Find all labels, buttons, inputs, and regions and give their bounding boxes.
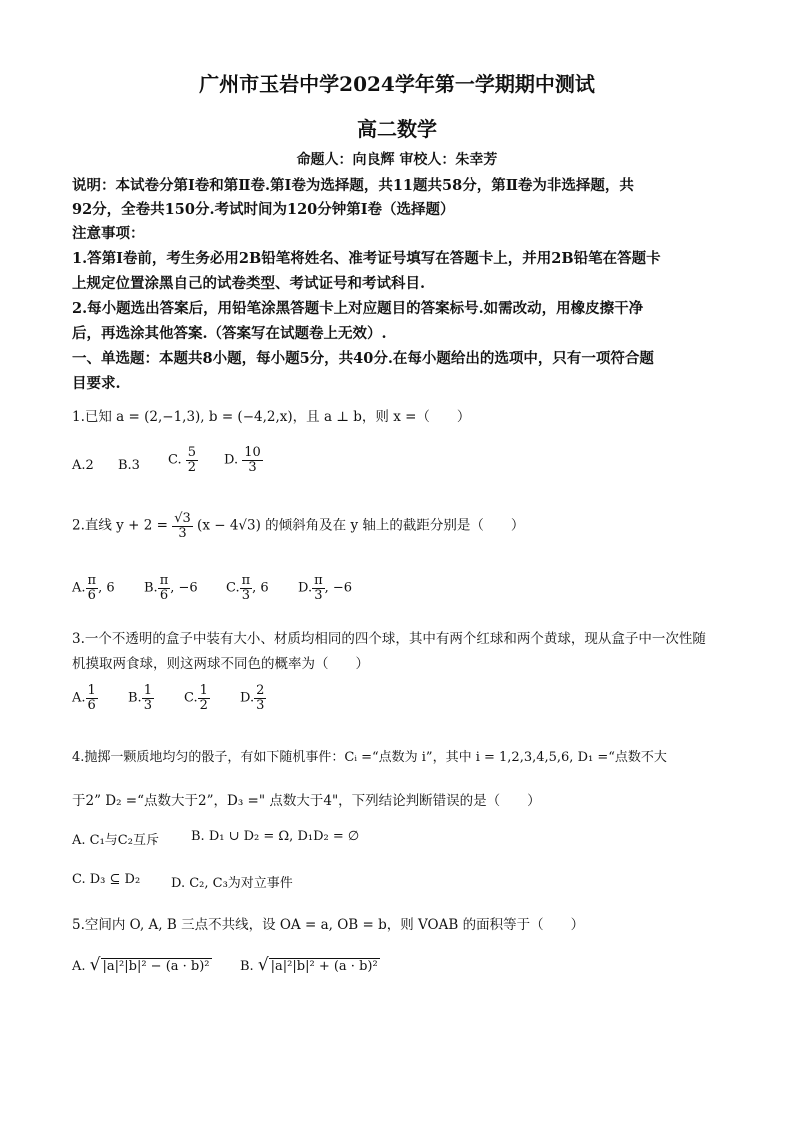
q4-option-a: A. C₁与C₂互斥 bbox=[72, 833, 159, 848]
sqrt-icon: √ bbox=[257, 955, 269, 975]
q3-option-c-fraction: $\frac{1}{2}$ bbox=[199, 683, 208, 713]
exam-subject: 高二数学 bbox=[357, 117, 437, 141]
q3-option-d: D. $\frac{2}{3}$ bbox=[240, 683, 265, 713]
q2-option-c: C. $\frac{\pi}{3}$ , 6 bbox=[226, 573, 269, 603]
q2-option-d: D. $\frac{\pi}{3}$ , −6 bbox=[298, 573, 353, 603]
exam-title: 广州市玉岩中学2024学年第一学期期中测试 bbox=[199, 72, 595, 96]
instructions-line-1: 说明：本试卷分第Ⅰ卷和第Ⅱ卷.第Ⅰ卷为选择题，共11题共58分，第Ⅱ卷为非选择题，共 bbox=[72, 177, 634, 194]
q3-option-b-fraction: $\frac{1}{3}$ bbox=[143, 683, 152, 713]
q3-option-c: C. $\frac{1}{2}$ bbox=[184, 683, 208, 713]
q4-option-d: D. C₂, C₃为对立事件 bbox=[171, 876, 293, 891]
q2-option-b: B. $\frac{\pi}{6}$ , −6 bbox=[144, 573, 198, 603]
question-3-stem-line-1: 3.一个不透明的盒子中装有大小、材质均相同的四个球，其中有两个红球和两个黄球，现从盒子中一次性随 bbox=[72, 631, 706, 647]
notice-1-line-2: 上规定位置涂黑自己的试卷类型、考试证号和考试科目. bbox=[72, 275, 426, 292]
q2-option-a-fraction: $\frac{\pi}{6}$ bbox=[87, 573, 97, 603]
q1-option-d: D. $\frac{10}{3}$ bbox=[224, 445, 261, 475]
q5-option-a: A. √ |a|²|b|² − (a · b)² bbox=[72, 955, 210, 975]
q4-option-b: B. D₁ ∪ D₂ = Ω, D₁D₂ = ∅ bbox=[191, 829, 360, 844]
notice-1-line-1: 1.答第Ⅰ卷前，考生务必用2B铅笔将姓名、准考证号填写在答题卡上，并用2B铅笔在答题卡 bbox=[72, 250, 661, 267]
q2-option-b-fraction: $\frac{\pi}{6}$ bbox=[159, 573, 169, 603]
q3-option-a-fraction: $\frac{1}{6}$ bbox=[87, 683, 96, 713]
instructions-line-2: 92分，全卷共150分.考试时间为120分钟第Ⅰ卷（选择题） bbox=[72, 201, 455, 218]
q2-stem-fraction: $\frac{√3}{3}$ bbox=[174, 511, 191, 541]
q5-option-b: B. √ |a|²|b|² + (a · b)² bbox=[240, 955, 378, 975]
question-1-stem: 1.已知 a = (2,−1,3), b = (−4,2,x)，且 a ⊥ b，则 x =（ ） bbox=[72, 409, 471, 425]
question-3-stem-line-2: 机摸取两食球，则这两球不同色的概率为（ ） bbox=[72, 656, 369, 672]
q1-option-b: B.3 bbox=[118, 458, 140, 473]
q1-option-c: C. $\frac{5}{2}$ bbox=[168, 445, 197, 475]
question-5-stem: 5.空间内 O, A, B 三点不共线，设 OA = a, OB = b，则 VOAB 的面积等于（ ） bbox=[72, 917, 585, 933]
q5-option-b-expression: |a|²|b|² + (a · b)² bbox=[270, 959, 378, 974]
q4-option-c: C. D₃ ⊆ D₂ bbox=[72, 872, 141, 887]
section-1-line-1: 一、单选题：本题共8小题，每小题5分，共40分.在每小题给出的选项中，只有一项符合题 bbox=[72, 350, 654, 367]
q2-option-c-fraction: $\frac{\pi}{3}$ bbox=[241, 573, 251, 603]
notice-2-line-2: 后，再选涂其他答案.（答案写在试题卷上无效）. bbox=[72, 325, 387, 342]
q5-option-a-expression: |a|²|b|² − (a · b)² bbox=[102, 959, 210, 974]
q3-option-a: A. $\frac{1}{6}$ bbox=[72, 683, 96, 713]
q1-option-a: A.2 bbox=[72, 458, 94, 473]
q2-option-a: A. $\frac{\pi}{6}$ , 6 bbox=[72, 573, 115, 603]
section-1-line-2: 目要求. bbox=[72, 375, 121, 392]
question-4-stem-line-2: 于2” D₂ =“点数大于2”，D₃ =" 点数大于4"，下列结论判断错误的是（ ） bbox=[72, 793, 541, 809]
notice-heading: 注意事项： bbox=[72, 225, 145, 242]
q2-option-d-fraction: $\frac{\pi}{3}$ bbox=[314, 573, 323, 603]
q1-option-c-fraction: $\frac{5}{2}$ bbox=[187, 445, 197, 475]
q3-option-b: B. $\frac{1}{3}$ bbox=[128, 683, 152, 713]
sqrt-icon: √ bbox=[89, 955, 101, 975]
question-2-stem: 2.直线 y + 2 = $\frac{√3}{3}$ (x − 4√3) 的倾斜角及在 y 轴上的截距分别是（ ） bbox=[72, 511, 525, 541]
question-4-stem-line-1: 4.抛掷一颗质地均匀的骰子，有如下随机事件：Cᵢ =“点数为 i”，其中 i = 1,2,3,4,5,6, D₁ =“点数不大 bbox=[72, 750, 667, 765]
q1-option-d-fraction: $\frac{10}{3}$ bbox=[244, 445, 261, 475]
exam-authors: 命题人：向良辉 审校人：朱幸芳 bbox=[296, 152, 498, 168]
q3-option-d-fraction: $\frac{2}{3}$ bbox=[256, 683, 265, 713]
notice-2-line-1: 2.每小题选出答案后，用铅笔涂黑答题卡上对应题目的答案标号.如需改动，用橡皮擦干净 bbox=[72, 300, 644, 317]
